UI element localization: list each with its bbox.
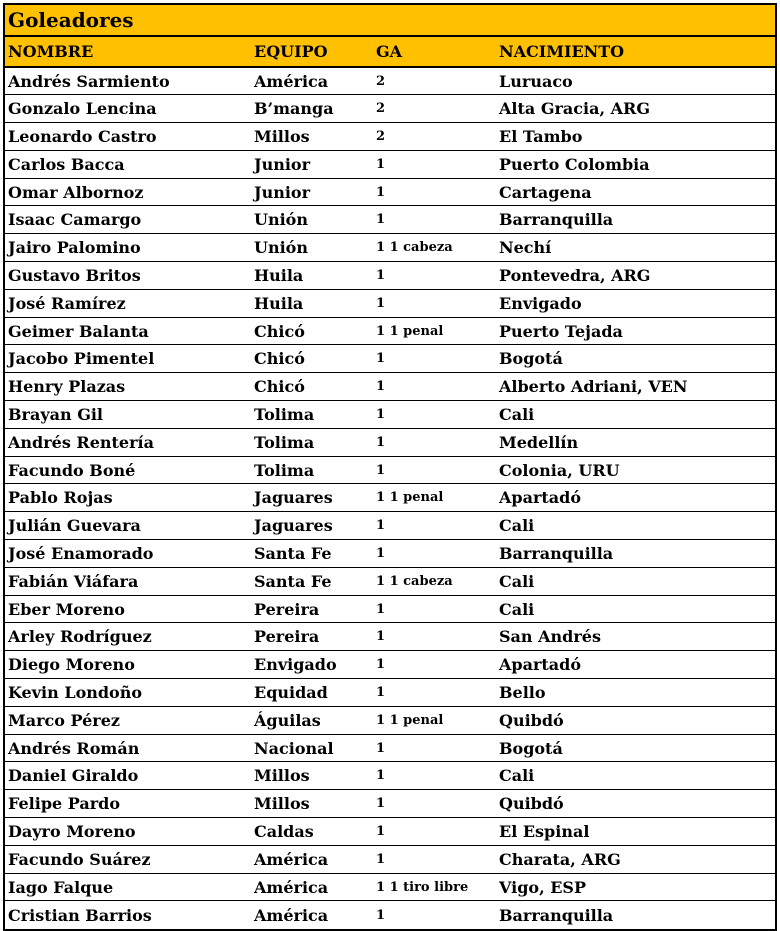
table-row [5,540,775,568]
cell-ga: 1 [373,428,496,456]
cell-nombre: Fabián Viáfara [5,567,251,595]
cell-nacimiento: El Espinal [496,818,775,846]
table-row [5,178,775,206]
cell-nombre: Julián Guevara [5,512,251,540]
cell-nombre: José Ramírez [5,289,251,317]
cell-equipo: Santa Fe [251,540,373,568]
table-row [5,818,775,846]
table-row [5,345,775,373]
table-row [5,428,775,456]
cell-equipo: Junior [251,150,373,178]
cell-equipo: Chicó [251,373,373,401]
cell-nombre: Gonzalo Lencina [5,95,251,123]
cell-ga: 1 [373,150,496,178]
cell-nombre: Brayan Gil [5,401,251,429]
table-row [5,762,775,790]
cell-nombre: José Enamorado [5,540,251,568]
cell-nacimiento: Nechí [496,234,775,262]
table-row [5,456,775,484]
table-row [5,317,775,345]
cell-nombre: Eber Moreno [5,595,251,623]
cell-nacimiento: Cali [496,595,775,623]
cell-nacimiento: Alberto Adriani, VEN [496,373,775,401]
table-row [5,901,775,929]
cell-equipo: Huila [251,289,373,317]
table-row [5,373,775,401]
column-header-ga: GA [373,37,496,67]
cell-nombre: Geimer Balanta [5,317,251,345]
cell-ga: 2 [373,67,496,95]
cell-nombre: Daniel Giraldo [5,762,251,790]
cell-nacimiento: Puerto Colombia [496,150,775,178]
cell-nacimiento: Bello [496,679,775,707]
cell-ga: 1 [373,540,496,568]
table-row [5,706,775,734]
cell-nombre: Omar Albornoz [5,178,251,206]
cell-nacimiento: Quibdó [496,790,775,818]
table-row [5,234,775,262]
cell-equipo: Millos [251,790,373,818]
cell-ga: 1 [376,907,386,923]
cell-equipo: Nacional [251,734,373,762]
cell-nacimiento: Cali [496,762,775,790]
cell-ga: 1 [373,734,496,762]
cell-equipo: Jaguares [251,484,373,512]
cell-equipo: Tolima [251,456,373,484]
table-row [5,651,775,679]
cell-equipo: Equidad [251,679,373,707]
cell-equipo: Pereira [251,623,373,651]
cell-nacimiento: Luruaco [496,67,775,95]
table-row [5,595,775,623]
cell-ga: 1 1 penal [373,317,496,345]
cell-nombre: Kevin Londoño [5,679,251,707]
cell-nacimiento: Barranquilla [499,905,614,925]
table-row [5,512,775,540]
cell-nombre: Andrés Rentería [5,428,251,456]
cell-ga: 1 1 penal [373,706,496,734]
cell-ga: 1 [373,206,496,234]
cell-nacimiento: San Andrés [496,623,775,651]
cell-ga: 1 [373,345,496,373]
cell-nombre: Andrés Román [5,734,251,762]
table-row [5,150,775,178]
title-bar [5,5,775,37]
column-header-nacimiento: NACIMIENTO [496,37,775,67]
cell-equipo: Chicó [251,345,373,373]
cell-nombre: Felipe Pardo [5,790,251,818]
cell-nacimiento: Vigo, ESP [496,873,775,901]
cell-nacimiento: Barranquilla [496,206,775,234]
cell-ga: 1 [373,790,496,818]
cell-ga: 1 1 cabeza [373,234,496,262]
cell-nacimiento: El Tambo [496,123,775,151]
table-row [5,734,775,762]
cell-nacimiento: Apartadó [496,651,775,679]
cell-nombre: Gustavo Britos [5,262,251,290]
cell-equipo: América [251,845,373,873]
cell-equipo: Caldas [251,818,373,846]
table-row [5,67,775,95]
cell-nombre: Iago Falque [5,873,251,901]
cell-nacimiento: Pontevedra, ARG [496,262,775,290]
cell-ga: 1 [373,845,496,873]
cell-ga: 1 [373,178,496,206]
cell-ga: 1 [373,679,496,707]
cell-nacimiento: Cartagena [496,178,775,206]
cell-nombre: Cristian Barrios [8,905,152,925]
cell-nacimiento: Cali [496,401,775,429]
table-row [5,206,775,234]
cell-nacimiento: Cali [496,512,775,540]
cell-equipo: Pereira [251,595,373,623]
cell-ga: 1 1 penal [373,484,496,512]
cell-nombre: Isaac Camargo [5,206,251,234]
cell-nacimiento: Medellín [496,428,775,456]
cell-nacimiento: Alta Gracia, ARG [496,95,775,123]
header-row [5,37,775,67]
table-row [5,623,775,651]
cell-nacimiento: Bogotá [496,345,775,373]
cell-equipo: Águilas [251,706,373,734]
cell-nombre: Facundo Suárez [5,845,251,873]
cell-equipo: B’manga [251,95,373,123]
cell-nombre: Marco Pérez [5,706,251,734]
cell-ga: 1 [373,401,496,429]
cell-nacimiento: Cali [496,567,775,595]
table-row [5,873,775,901]
cell-equipo: Santa Fe [251,567,373,595]
cell-equipo: Unión [251,234,373,262]
cell-ga: 1 [373,762,496,790]
cell-ga: 1 1 cabeza [373,567,496,595]
cell-equipo: Envigado [251,651,373,679]
cell-equipo: Huila [251,262,373,290]
cell-equipo: América [254,905,329,925]
cell-nombre: Carlos Bacca [5,150,251,178]
table-row [5,679,775,707]
table-row [5,567,775,595]
cell-equipo: Tolima [251,401,373,429]
cell-nacimiento: Apartadó [496,484,775,512]
table-row [5,123,775,151]
cell-equipo: Jaguares [251,512,373,540]
cell-ga: 1 [373,373,496,401]
table-row [5,790,775,818]
cell-nacimiento: Envigado [496,289,775,317]
cell-nombre: Pablo Rojas [5,484,251,512]
table-title: Goleadores [8,8,134,32]
cell-equipo: Tolima [251,428,373,456]
cell-nombre: Henry Plazas [5,373,251,401]
cell-nombre: Jacobo Pimentel [5,345,251,373]
cell-equipo: América [251,67,373,95]
cell-ga: 2 [373,95,496,123]
cell-ga: 1 [373,289,496,317]
cell-nombre: Diego Moreno [5,651,251,679]
cell-nombre: Facundo Boné [5,456,251,484]
table-header [5,37,775,67]
cell-nacimiento: Charata, ARG [496,845,775,873]
table-row [5,401,775,429]
table-row [5,289,775,317]
cell-nombre: Arley Rodríguez [5,623,251,651]
table-body [5,67,775,929]
cell-nombre: Jairo Palomino [5,234,251,262]
cell-ga: 1 [373,512,496,540]
cell-ga: 1 [373,595,496,623]
column-header-nombre: NOMBRE [5,37,251,67]
table-row [5,845,775,873]
cell-nacimiento: Puerto Tejada [496,317,775,345]
cell-ga: 1 [373,651,496,679]
cell-equipo: América [251,873,373,901]
cell-equipo: Millos [251,123,373,151]
cell-equipo: Chicó [251,317,373,345]
cell-ga: 1 [373,456,496,484]
cell-nacimiento: Barranquilla [496,540,775,568]
scorers-table-container [3,3,777,931]
cell-ga: 1 [373,623,496,651]
cell-nacimiento: Bogotá [496,734,775,762]
cell-nacimiento: Colonia, URU [496,456,775,484]
cell-ga: 1 [373,818,496,846]
cell-ga: 1 [373,262,496,290]
cell-nacimiento: Quibdó [496,706,775,734]
cell-equipo: Unión [251,206,373,234]
cell-equipo: Millos [251,762,373,790]
cell-nombre: Dayro Moreno [5,818,251,846]
cell-equipo: Junior [251,178,373,206]
cell-ga: 1 1 tiro libre [373,873,496,901]
table-row [5,95,775,123]
table-row [5,484,775,512]
scorers-table [5,37,775,929]
cell-nombre: Leonardo Castro [5,123,251,151]
column-header-equipo: EQUIPO [251,37,373,67]
cell-nombre: Andrés Sarmiento [5,67,251,95]
cell-ga: 2 [373,123,496,151]
table-row [5,262,775,290]
